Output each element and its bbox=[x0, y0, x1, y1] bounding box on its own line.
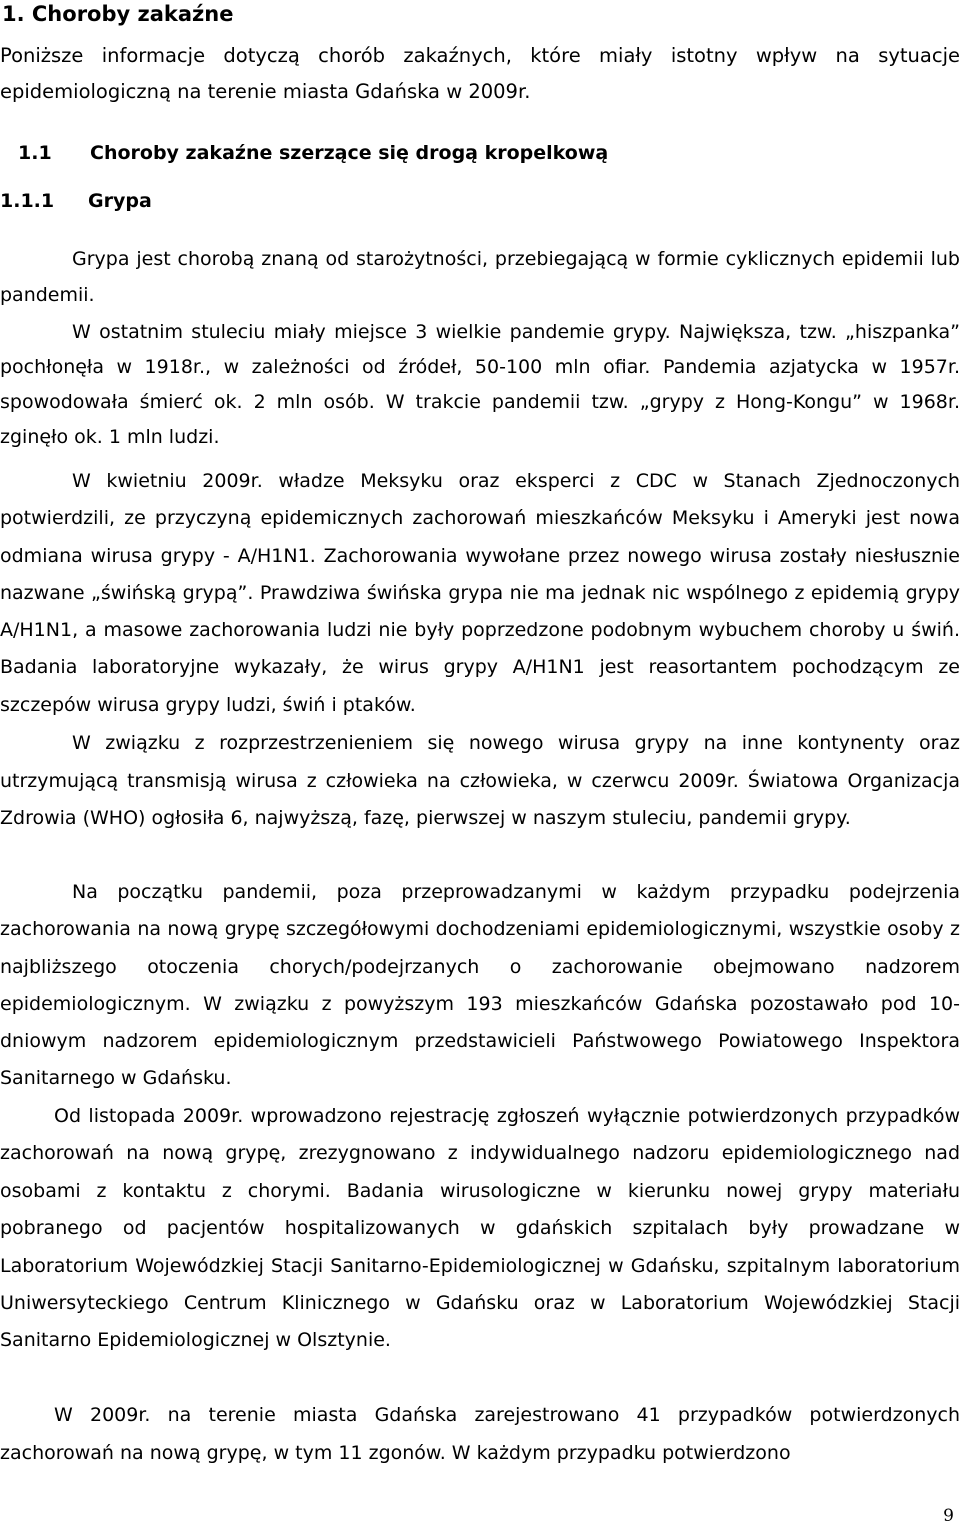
paragraph-h1n1: W kwietniu 2009r. władze Meksyku oraz eksperci z CDC w Stanach Zjednoczonych potwierdzili, ze przyczyną epidemicznych zachorowań mieszkańców Meksyku i Ameryki jest nowa odmiana wirusa grypy - A/H1N1. Zachorowania wywołane przez nowego wirusa zostały niesłusznie nazwane „świńską grypą”. Prawdziwa świńska grypa nie ma jednak nic wspólnego z epidemią grypy A/H1N1, a masowe zachorowania ludzi nie były poprzedzone podobnym wybuchem choroby u świń. Badania laboratoryjne wykazały, że wirus grypy A/H1N1 jest reasortantem pochodzącym ze szczepów wirusa grypy ludzi, świń i ptaków. bbox=[0, 470, 960, 716]
section-heading-1-1-1 bbox=[0, 186, 152, 216]
paragraph-pandemie: W ostatnim stuleciu miały miejsce 3 wielkie pandemie grypy. Największa, tzw. „hiszpanka” pochłonęła w 1918r., w zależności od źródeł, 50-100 mln ofiar. Pandemia azjatycka w 1957r. spowodowała śmierć ok. 2 mln osób. W trakcie pandemii tzw. „grypy z Hong-Kongu” w 1968r. zginęło ok. 1 mln ludzi. bbox=[0, 321, 960, 448]
heading-choroby-zakazne: 1. Choroby zakaźne bbox=[2, 2, 234, 26]
section-heading-1-1 bbox=[18, 138, 608, 168]
section-title: Choroby zakaźne szerzące się drogą kropelkową bbox=[90, 142, 609, 164]
section-number: 1.1.1 bbox=[0, 190, 55, 212]
intro-paragraph: Poniższe informacje dotyczą chorób zakaźnych, które miały istotny wpływ na sytuacje epidemiologiczną na terenie miasta Gdańska w 2009r. bbox=[0, 44, 960, 103]
paragraph-who: W związku z rozprzestrzenieniem się nowego wirusa grypy na inne kontynenty oraz utrzymującą transmisją wirusa z człowieka na człowieka, w czerwcu 2009r. Światowa Organizacja Zdrowia (WHO) ogłosiła 6, najwyższą, fazę, pierwszej w naszym stuleciu, pandemii grypy. bbox=[0, 732, 960, 829]
paragraph-nadzor: Na początku pandemii, poza przeprowadzanymi w każdym przypadku podejrzenia zachorowania na nową grypę szczegółowymi dochodzeniami epidemiologicznymi, wszystkie osoby z najbliższego otoczenia chorych/podejrzanych o zachorowanie obejmowano nadzorem epidemiologicznym. W związku z powyższym 193 mieszkańców Gdańska pozostawało pod 10-dniowym nadzorem epidemiologicznym przedstawicieli Państwowego Powiatowego Inspektora Sanitarnego w Gdańsku. bbox=[0, 881, 960, 1090]
paragraph-przypadki: W 2009r. na terenie miasta Gdańska zarejestrowano 41 przypadków potwierdzonych zachorowań na nową grypę, w tym 11 zgonów. W każdym przypadku potwierdzono bbox=[0, 1404, 960, 1464]
section-number: 1.1 bbox=[18, 142, 52, 164]
paragraph-grypa-intro: Grypa jest chorobą znaną od starożytności, przebiegającą w formie cyklicznych epidemii lub pandemii. bbox=[0, 248, 960, 306]
section-title: Grypa bbox=[88, 190, 152, 212]
page-number: 9 bbox=[943, 1506, 954, 1526]
paragraph-rejestracja: Od listopada 2009r. wprowadzono rejestrację zgłoszeń wyłącznie potwierdzonych przypadków zachorowań na nową grypę, zrezygnowano z indywidualnego nadzoru epidemiologicznego nad osobami z kontaktu z chorymi. Badania wirusologiczne w kierunku nowej grypy materiału pobranego od pacjentów hospitalizowanych w gdańskich szpitalach były prowadzane w Laboratorium Wojewódzkiej Stacji Sanitarno-Epidemiologicznej w Gdańsku, szpitalnym laboratorium Uniwersyteckiego Centrum Klinicznego w Gdańsku oraz w Laboratorium Wojewódzkiej Stacji Sanitarno Epidemiologicznej w Olsztynie. bbox=[0, 1105, 960, 1352]
